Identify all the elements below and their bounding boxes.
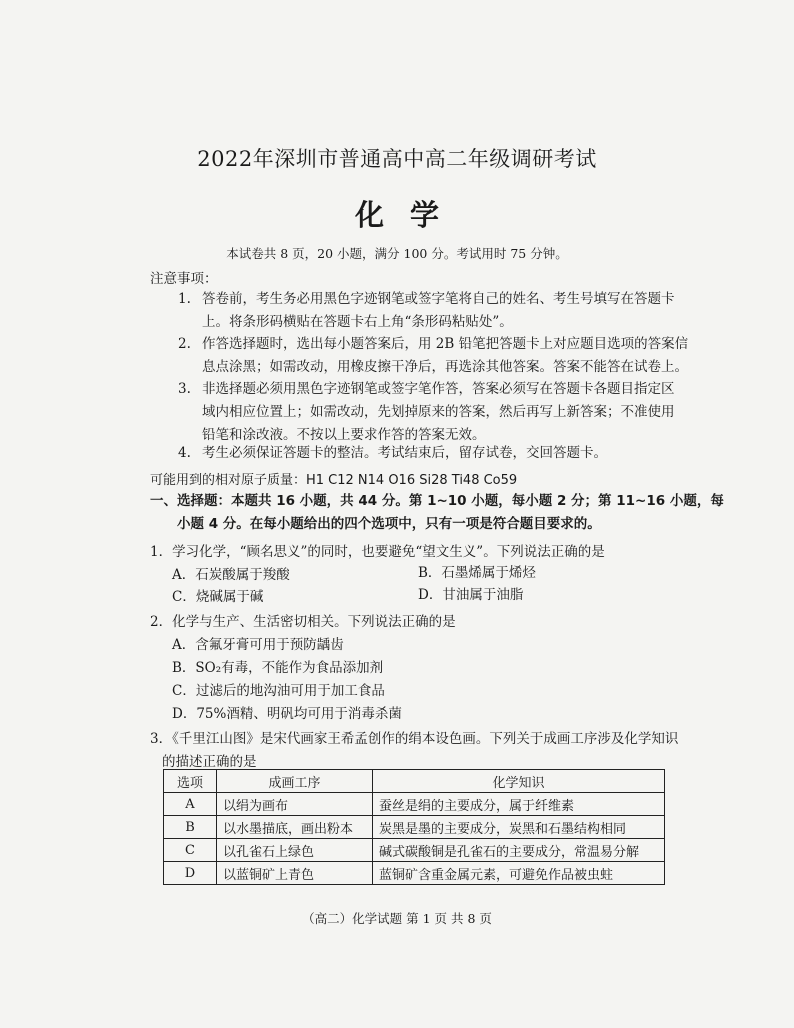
- notice-item-line: 考生必须保证答题卡的整洁。考试结束后，留存试卷，交回答题卡。: [202, 445, 607, 461]
- notice-item-line: 上。将条形码横贴在答题卡右上角“条形码粘贴处”。: [202, 314, 513, 330]
- subject-heading: 化学: [354, 198, 465, 232]
- table-cell: 蓝铜矿含重金属元素，可避免作品被虫蛀: [373, 862, 665, 885]
- table-cell: 以孔雀石上绿色: [217, 839, 373, 862]
- notice-item-line: 非选择题必须用黑色字迹钢笔或签字笔作答，答案必须写在答题卡各题目指定区: [202, 381, 675, 397]
- table-cell: 炭黑是墨的主要成分，炭黑和石墨结构相同: [373, 816, 665, 839]
- question-stem-continued: 的描述正确的是: [162, 754, 257, 770]
- option-a: A．含氟牙膏可用于预防龋齿: [172, 637, 344, 653]
- process-table: [163, 769, 665, 885]
- option-d: D．甘油属于油脂: [418, 587, 524, 603]
- option-d: D．75%酒精、明矾均可用于消毒杀菌: [172, 706, 402, 722]
- table-cell: 以水墨描底，画出粉本: [217, 816, 373, 839]
- table-row: [164, 816, 665, 839]
- table-row: [164, 839, 665, 862]
- notice-item-number: 3.: [178, 381, 191, 397]
- table-cell: B: [164, 816, 217, 839]
- section-heading-line: 小题 4 分。在每小题给出的四个选项中，只有一项是符合题目要求的。: [177, 516, 601, 532]
- table-cell: C: [164, 839, 217, 862]
- question-stem: 3．《千里江山图》是宋代画家王希孟创作的绢本设色画。下列关于成画工序涉及化学知识: [150, 731, 679, 747]
- notice-item-line: 作答选择题时，选出每小题答案后，用 2B 铅笔把答题卡上对应题目选项的答案信: [202, 336, 689, 352]
- notice-item-line: 息点涂黑；如需改动，用橡皮擦干净后，再选涂其他答案。答案不能答在试卷上。: [202, 359, 688, 375]
- table-cell: D: [164, 862, 217, 885]
- notice-item-number: 2.: [178, 336, 191, 352]
- table-row: [164, 793, 665, 816]
- table-header-row: [164, 770, 665, 793]
- atomic-masses: 可能用到的相对原子质量：H1 C12 N14 O16 Si28 Ti48 Co59: [150, 473, 518, 488]
- option-c: C．烧碱属于碱: [172, 589, 264, 605]
- section-heading-line: 一、选择题：本题共 16 小题，共 44 分。第 1~10 小题，每小题 2 分；第 11~16 小题，每: [150, 493, 724, 509]
- notice-item-number: 1.: [178, 291, 191, 307]
- notice-item-line: 域内相应位置上；如需改动，先划掉原来的答案，然后再写上新答案；不准使用: [202, 404, 675, 420]
- question-stem: 1．学习化学，“顾名思义”的同时，也要避免“望文生义”。下列说法正确的是: [150, 544, 605, 560]
- exam-title: 2022年深圳市普通高中高二年级调研考试: [197, 147, 597, 171]
- notice-item-line: 答卷前，考生务必用黑色字迹钢笔或签字笔将自己的姓名、考生号填写在答题卡: [202, 291, 675, 307]
- table-row: [164, 862, 665, 885]
- table-cell: A: [164, 793, 217, 816]
- table-header: 成画工序: [217, 770, 373, 793]
- option-c: C．过滤后的地沟油可用于加工食品: [172, 683, 385, 699]
- notice-title: 注意事项：: [150, 271, 218, 287]
- notice-item-number: 4.: [178, 445, 191, 461]
- section-heading: [150, 490, 724, 536]
- option-b: B．SO₂有毒，不能作为食品添加剂: [172, 660, 384, 676]
- table-cell: 蚕丝是绢的主要成分，属于纤维素: [373, 793, 665, 816]
- table-cell: 以蓝铜矿上青色: [217, 862, 373, 885]
- page-footer: （高二）化学试题 第 1 页 共 8 页: [302, 911, 492, 926]
- table-header: 选项: [164, 770, 217, 793]
- notice-item-line: 铅笔和涂改液。不按以上要求作答的答案无效。: [202, 427, 486, 443]
- exam-info: 本试卷共 8 页，20 小题，满分 100 分。考试用时 75 分钟。: [226, 246, 568, 261]
- option-a: A．石炭酸属于羧酸: [172, 567, 290, 583]
- option-b: B．石墨烯属于烯烃: [418, 565, 536, 581]
- table-header: 化学知识: [373, 770, 665, 793]
- table-cell: 以绢为画布: [217, 793, 373, 816]
- table-cell: 碱式碳酸铜是孔雀石的主要成分，常温易分解: [373, 839, 665, 862]
- question-stem: 2．化学与生产、生活密切相关。下列说法正确的是: [150, 614, 456, 630]
